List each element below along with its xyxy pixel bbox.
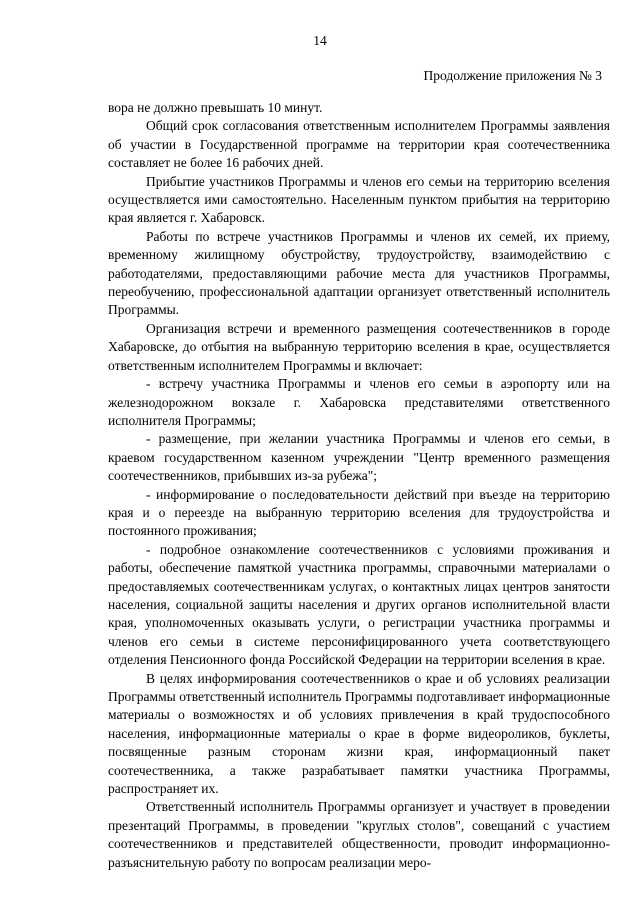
list-item: - информирование о последовательности действий при въезде на территорию края и о переезде на выбранную территорию вселения для трудоустройства и постоянного проживания;	[108, 486, 610, 539]
appendix-continuation-header: Продолжение приложения № 3	[423, 68, 602, 83]
paragraph: Ответственный исполнитель Программы организует и участвует в проведении презентаций Программы, в проведении "круглых столов", совещаний с участием соотечественников и представителей общественности, проводит информационно-разъяснительную работу по вопросам реализации меро-	[108, 799, 610, 870]
page-number: 14	[313, 33, 327, 48]
paragraph: В целях информирования соотечественников о крае и об условиях реализации Программы ответственный исполнитель Программы подготавливает информационные материалы о возможностях и об условиях привлечения в край трудоспособного населения, информационные материалы о крае в форме видеороликов, буклеты, посвященные разным сторонам жизни края, информационный пакет соотечественника, а также разрабатывает памятки участника Программы, распространяет их.	[108, 670, 610, 797]
paragraph: Общий срок согласования ответственным исполнителем Программы заявления об участии в Государственной программе на территории края соотечественника составляет не более 16 рабочих дней.	[108, 118, 610, 171]
paragraph: Работы по встрече участников Программы и членов их семей, их приему, временному жилищному обустройству, трудоустройству, взаимодействию с работодателями, предоставляющими рабочие места для участников Программы, переобучению, профессиональной адаптации организует ответственный исполнитель Программы.	[108, 228, 610, 318]
list-item: - размещение, при желании участника Программы и членов его семьи, в краевом государственном казенном учреждении "Центр временного размещения соотечественников, прибывших из-за рубежа";	[108, 431, 610, 484]
paragraph: вора не должно превышать 10 минут.	[108, 100, 323, 115]
list-item: - подробное ознакомление соотечественников с условиями проживания и работы, обеспечение памяткой участника программы, справочными материалами о предоставляемых соотечественникам услугах, о контактных лицах центров занятости населения, социальной защиты населения и других органов исполнительной власти края, уполномоченных оказывать услуги, о регистрации участника программы и членов его семьи в системе персонифицированного учета соответствующего отделения Пенсионного фонда Российской Федерации на территории вселения в крае.	[108, 541, 610, 668]
document-body	[108, 99, 610, 872]
paragraph: Организация встречи и временного размещения соотечественников в городе Хабаровске, до отбытия на выбранную территорию вселения в крае, осуществляется ответственным исполнителем Программы и включает:	[108, 320, 610, 373]
paragraph: Прибытие участников Программы и членов его семьи на территорию вселения осуществляется ими самостоятельно. Населенным пунктом прибытия на территорию края является г. Хабаровск.	[108, 173, 610, 226]
list-item: - встречу участника Программы и членов его семьи в аэропорту или на железнодорожном вокзале г. Хабаровска представителями ответственного исполнителя Программы;	[108, 376, 610, 428]
